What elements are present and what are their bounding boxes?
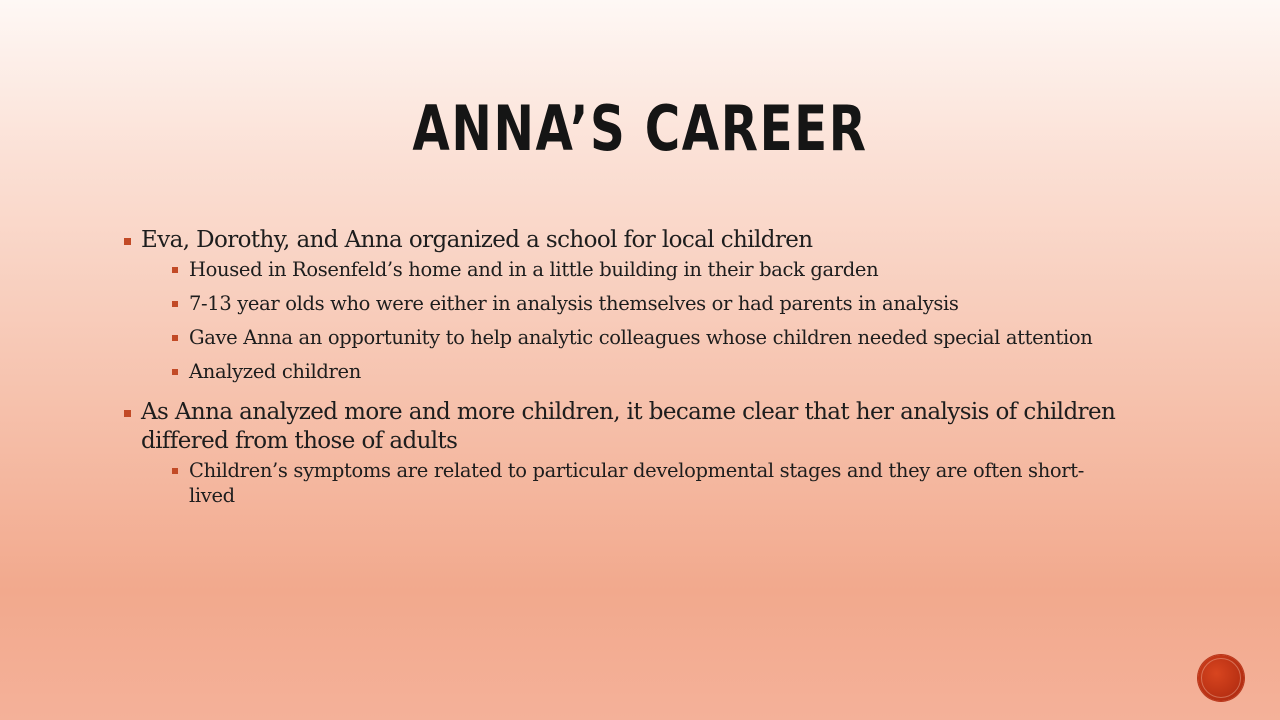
sub-bullet-item bbox=[170, 359, 1122, 384]
sub-bullet-text: Analyzed children bbox=[189, 360, 361, 383]
bullet-text: Eva, Dorothy, and Anna organized a school for local children bbox=[141, 227, 813, 253]
sub-list bbox=[170, 257, 1122, 384]
slide-number-badge bbox=[1198, 655, 1244, 701]
bullet-item bbox=[122, 226, 1122, 384]
square-bullet-icon bbox=[124, 410, 131, 417]
sub-bullet-text: Children’s symptoms are related to particular developmental stages and they are often short-lived bbox=[189, 459, 1085, 507]
bullet-item bbox=[122, 398, 1122, 508]
square-bullet-icon bbox=[124, 238, 131, 245]
sub-bullet-text: 7-13 year olds who were either in analysis themselves or had parents in analysis bbox=[189, 292, 959, 315]
sub-bullet-text: Gave Anna an opportunity to help analytic colleagues whose children needed special attention bbox=[189, 326, 1093, 349]
sub-list bbox=[170, 458, 1122, 508]
square-bullet-icon bbox=[172, 301, 178, 307]
sub-bullet-item bbox=[170, 257, 1122, 282]
square-bullet-icon bbox=[172, 468, 178, 474]
slide-title: ANNA’S CAREER bbox=[412, 92, 868, 165]
sub-bullet-item bbox=[170, 458, 1122, 508]
sub-bullet-item bbox=[170, 325, 1122, 350]
square-bullet-icon bbox=[172, 369, 178, 375]
bullet-text: As Anna analyzed more and more children, it became clear that her analysis of children differed from those of adults bbox=[141, 399, 1116, 454]
square-bullet-icon bbox=[172, 335, 178, 341]
square-bullet-icon bbox=[172, 267, 178, 273]
slide-content bbox=[122, 226, 1122, 517]
sub-bullet-text: Housed in Rosenfeld’s home and in a little building in their back garden bbox=[189, 258, 879, 281]
sub-bullet-item bbox=[170, 291, 1122, 316]
